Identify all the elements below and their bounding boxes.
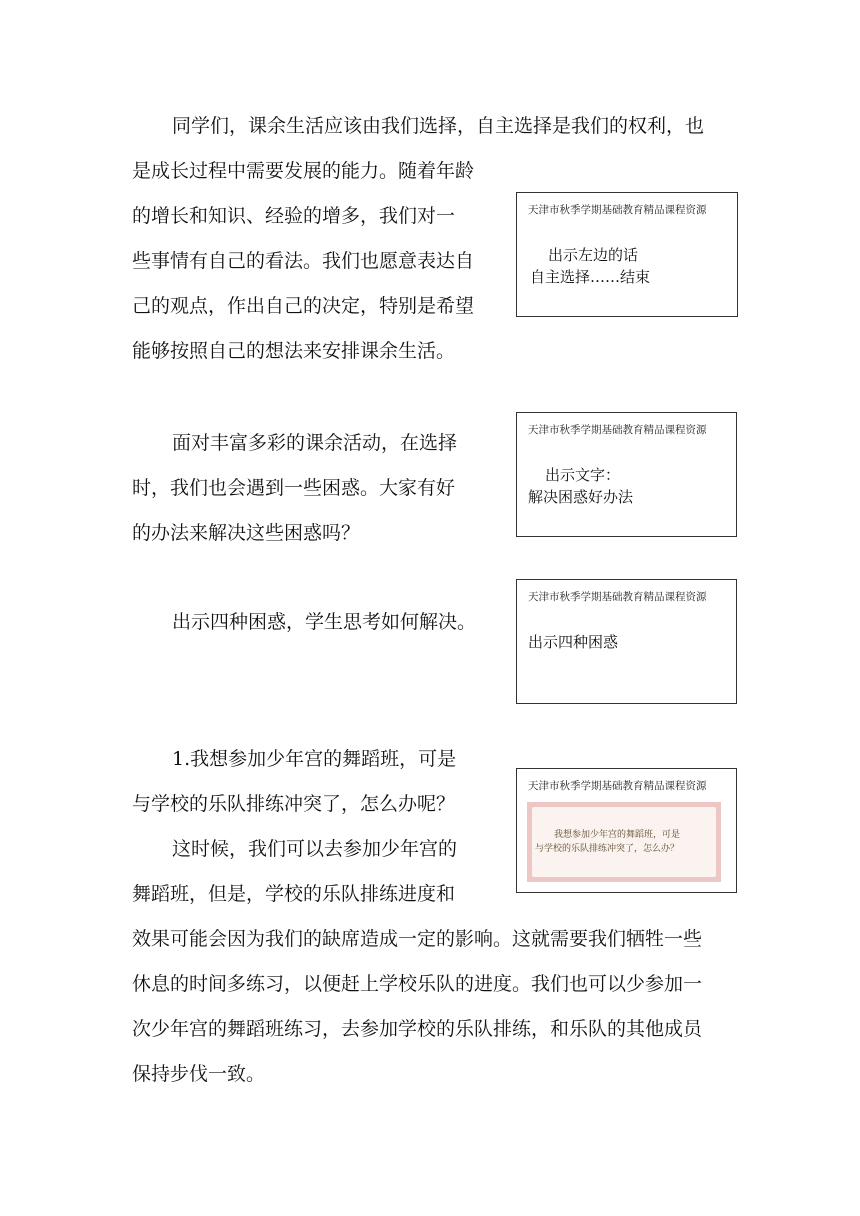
- slide-box-3: [516, 579, 737, 704]
- paragraph-5-line-5: 次少年宫的舞蹈班练习，去参加学校的乐队排练，和乐队的其他成员: [132, 1018, 703, 1040]
- paragraph-5-line-1: 这时候，我们可以去参加少年宫的: [172, 838, 458, 860]
- paragraph-1-line-5: 己的观点，作出自己的决定，特别是希望: [132, 295, 475, 317]
- slide-box-2: [516, 412, 737, 537]
- slide-box-3-header: 天津市秋季学期基础教育精品课程资源: [528, 591, 707, 603]
- slide-box-1: [516, 192, 738, 317]
- slide-box-1-line-2: 自主选择……结束: [530, 268, 651, 286]
- paragraph-4-line-1: 1.我想参加少年宫的舞蹈班，可是: [172, 748, 457, 770]
- paragraph-4-line-2: 与学校的乐队排练冲突了，怎么办呢？: [132, 793, 456, 815]
- paragraph-1-line-1: 同学们，课余生活应该由我们选择，自主选择是我们的权利，也: [172, 115, 705, 137]
- paragraph-1-line-3: 的增长和知识、经验的增多，我们对一: [132, 205, 456, 227]
- paragraph-1-line-4: 些事情有自己的看法。我们也愿意表达自: [132, 250, 475, 272]
- slide-box-1-header: 天津市秋季学期基础教育精品课程资源: [528, 204, 707, 216]
- paragraph-5-line-3: 效果可能会因为我们的缺席造成一定的影响。这就需要我们牺牲一些: [132, 928, 703, 950]
- slide-box-4: [516, 768, 737, 893]
- slide-box-3-line-1: 出示四种困惑: [528, 633, 619, 651]
- slide-box-1-line-1: 出示左边的话: [548, 246, 639, 264]
- slide-box-2-line-2: 解决困惑好办法: [528, 488, 634, 506]
- paragraph-1-line-2: 是成长过程中需要发展的能力。随着年龄: [132, 160, 475, 182]
- paragraph-3-line-1: 出示四种困惑，学生思考如何解决。: [172, 611, 477, 633]
- slide-box-2-line-1: 出示文字：: [545, 466, 621, 484]
- slide-box-4-header: 天津市秋季学期基础教育精品课程资源: [528, 780, 707, 792]
- paragraph-1-line-6: 能够按照自己的想法来安排课余生活。: [132, 340, 456, 362]
- slide-image-card: [532, 807, 716, 877]
- slide-image-line-2: 与学校的乐队排练冲突了，怎么办？: [535, 844, 680, 854]
- paragraph-2-line-3: 的办法来解决这些困惑吗？: [132, 522, 361, 544]
- slide-image: [527, 802, 721, 882]
- slide-box-2-header: 天津市秋季学期基础教育精品课程资源: [528, 424, 707, 436]
- paragraph-5-line-2: 舞蹈班，但是，学校的乐队排练进度和: [132, 883, 456, 905]
- slide-image-line-1: 我想参加少年宫的舞蹈班，可是: [554, 830, 681, 840]
- paragraph-2-line-1: 面对丰富多彩的课余活动，在选择: [172, 432, 458, 454]
- paragraph-5-line-6: 保持步伐一致。: [132, 1063, 266, 1085]
- paragraph-2-line-2: 时，我们也会遇到一些困惑。大家有好: [132, 477, 456, 499]
- paragraph-5-line-4: 休息的时间多练习，以便赶上学校乐队的进度。我们也可以少参加一: [132, 973, 703, 995]
